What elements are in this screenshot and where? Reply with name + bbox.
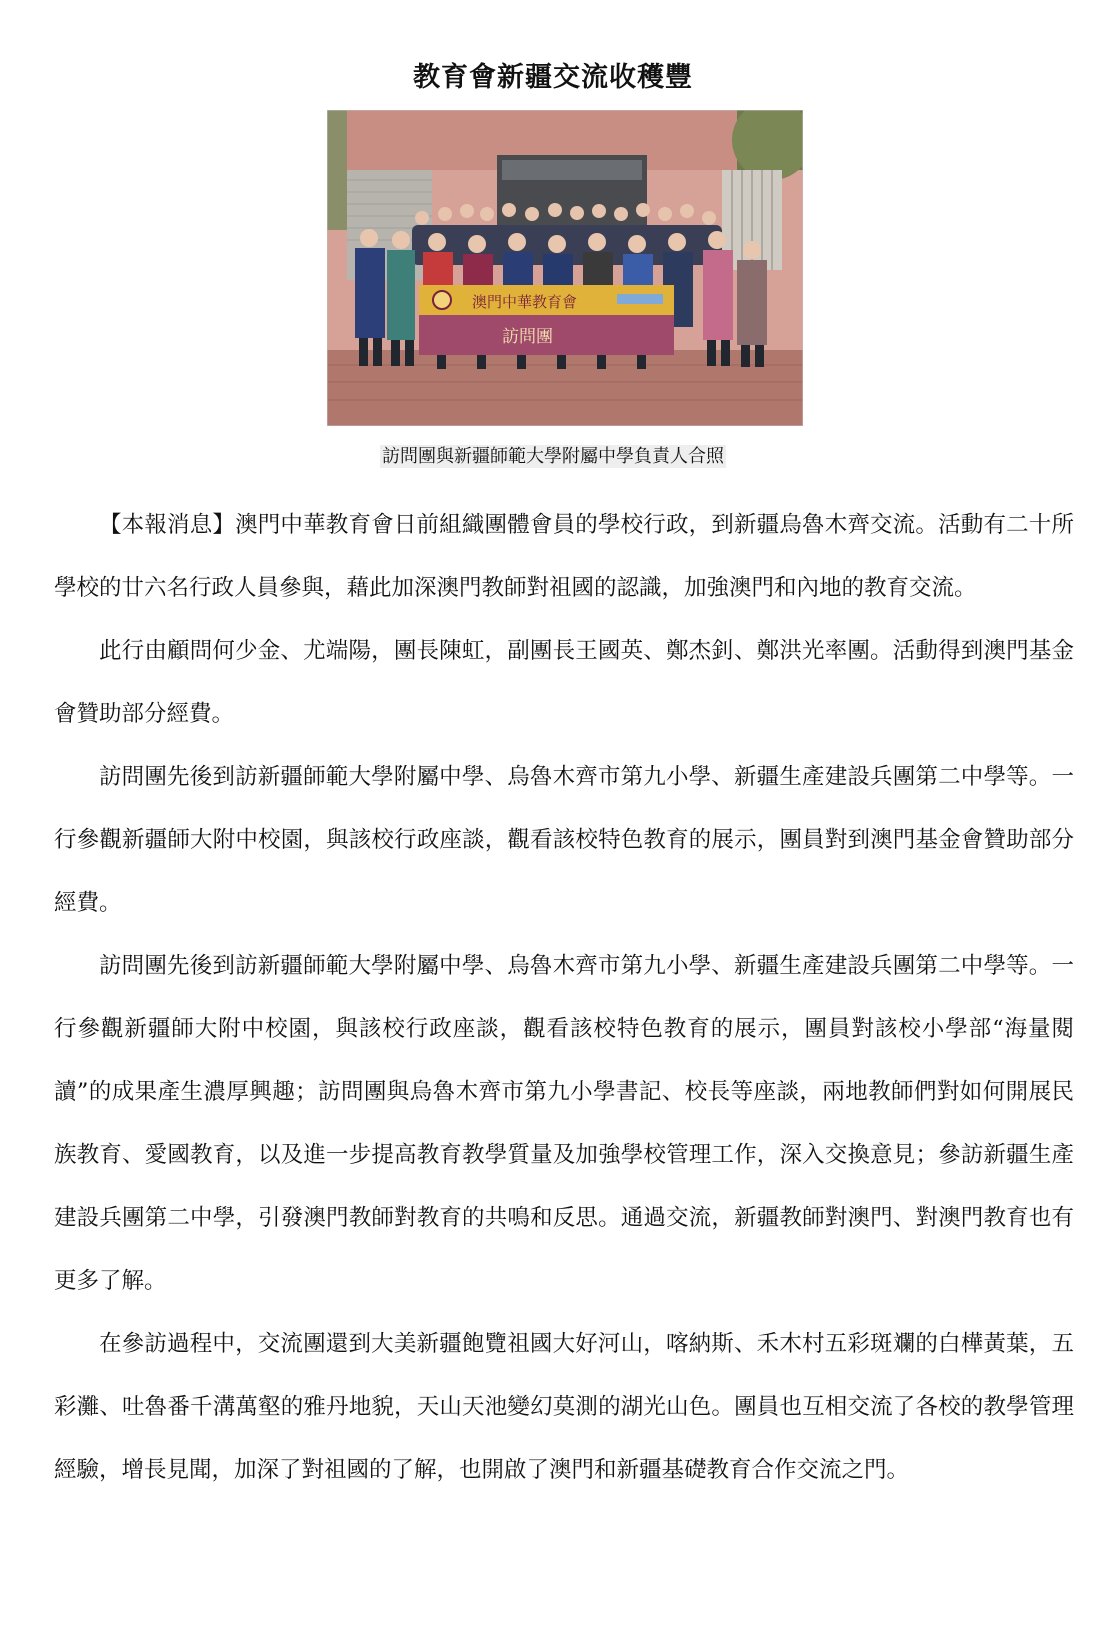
article-title: 教育會新疆交流收穫豐 [413, 62, 693, 94]
photo-caption-text: 訪問團與新疆師範大學附屬中學負責人合照 [382, 446, 724, 467]
banner-label-text: 訪問團 [502, 327, 553, 347]
paragraph-3: 訪問團先後到訪新疆師範大學附屬中學、烏魯木齊市第九小學、新疆生產建設兵團第二中學等。一行參觀新疆師大附中校園，與該校行政座談，觀看該校特色教育的展示，團員對到澳門基金會贊助部分經費。 [54, 764, 1074, 916]
photo-caption [0, 444, 1106, 470]
banner-org-text: 澳門中華教育會 [472, 293, 578, 311]
article-body [54, 494, 1074, 1502]
paragraph-5: 在參訪過程中，交流團還到大美新疆飽覽祖國大好河山，喀納斯、禾木村五彩斑斕的白樺黃葉，五彩灘、吐魯番千溝萬壑的雅丹地貌，天山天池變幻莫測的湖光山色。團員也互相交流了各校的教學管理經驗，增長見聞，加深了對祖國的了解，也開啟了澳門和新疆基礎教育合作交流之門。 [54, 1331, 1074, 1483]
group-photo [327, 110, 803, 426]
paragraph-1: 【本報消息】澳門中華教育會日前組織團體會員的學校行政，到新疆烏魯木齊交流。活動有二十所學校的廿六名行政人員參與，藉此加深澳門教師對祖國的認識，加強澳門和內地的教育交流。 [54, 512, 1074, 601]
paragraph-2: 此行由顧問何少金、尤端陽，團長陳虹，副團長王國英、鄭杰釗、鄭洪光率團。活動得到澳門基金會贊助部分經費。 [54, 638, 1074, 727]
paragraph-4: 訪問團先後到訪新疆師範大學附屬中學、烏魯木齊市第九小學、新疆生產建設兵團第二中學等。一行參觀新疆師大附中校園，與該校行政座談，觀看該校特色教育的展示，團員對該校小學部“海量閱讀”的成果產生濃厚興趣；訪問團與烏魯木齊市第九小學書記、校長等座談，兩地教師們對如何開展民族教育、愛國教育，以及進一步提高教育教學質量及加強學校管理工作，深入交換意見；參訪新疆生產建設兵團第二中學，引發澳門教師對教育的共鳴和反思。通過交流，新疆教師對澳門、對澳門教育也有更多了解。 [54, 953, 1074, 1294]
